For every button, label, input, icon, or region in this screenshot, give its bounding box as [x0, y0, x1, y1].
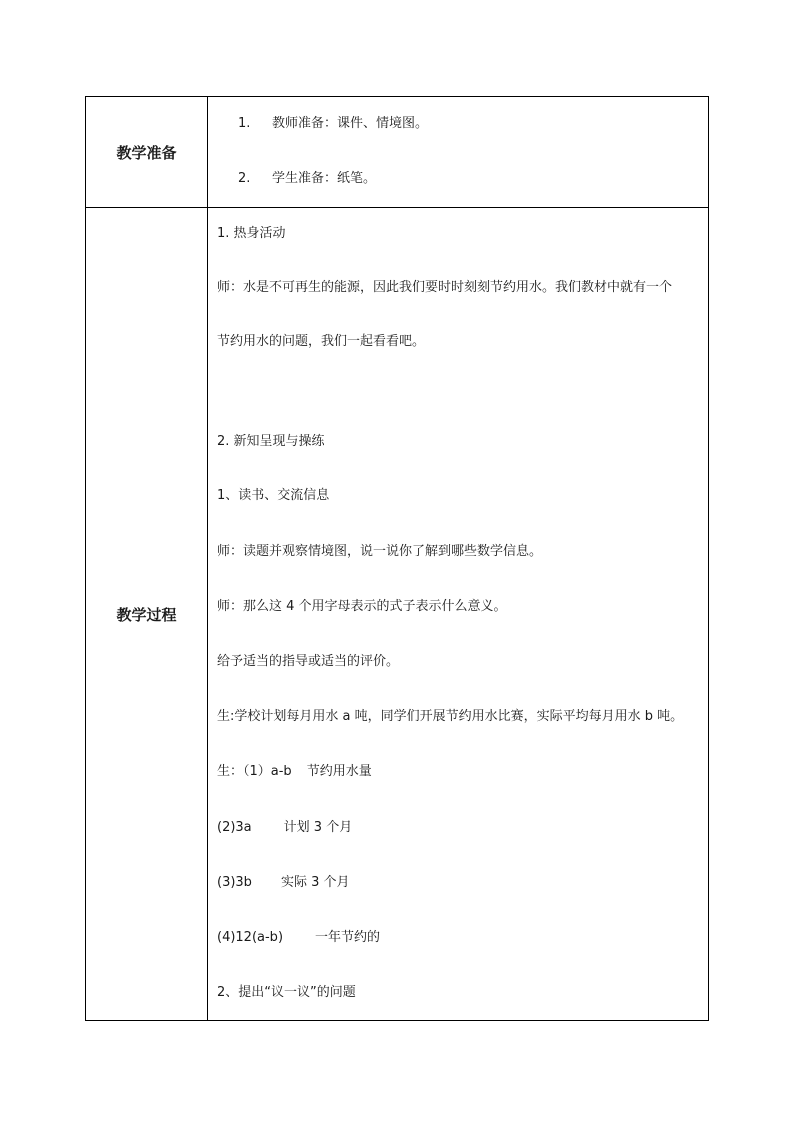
preparation-item: [238, 112, 428, 131]
teaching-process-content: [208, 208, 709, 1021]
meaning: 计划 3 个月: [283, 820, 353, 835]
item-number: 1.: [238, 116, 251, 131]
item-text: 教师准备：课件、情境图。: [272, 116, 429, 131]
teaching-preparation-content: [208, 97, 709, 208]
answer-line: [217, 816, 352, 835]
student-line: 生:学校计划每月用水 a 吨，同学们开展节约用水比赛，实际平均每月用水 b 吨。: [217, 709, 684, 724]
expression: (4)12(a-b): [217, 930, 284, 945]
item-number: 2.: [238, 171, 251, 186]
meaning: 节约用水量: [306, 764, 372, 779]
preparation-list: [208, 97, 708, 207]
student-answer-line: [217, 760, 372, 779]
answer-line: [217, 926, 380, 945]
section-heading-warmup: 1. 热身活动: [217, 226, 286, 241]
process-body: [208, 208, 708, 1020]
lesson-plan-table: [85, 96, 709, 1021]
teacher-line-continued: 节约用水的问题，我们一起看看吧。: [217, 334, 426, 349]
teaching-preparation-row: [86, 97, 709, 208]
teacher-line: 师：水是不可再生的能源，因此我们要时时刻刻节约用水。我们教材中就有一个: [217, 280, 673, 295]
teacher-line: 师：那么这 4 个用字母表示的式子表示什么意义。: [217, 599, 507, 614]
preparation-item: [238, 167, 376, 186]
expression: (2)3a: [217, 820, 252, 835]
answer-line: [217, 871, 349, 890]
instruction-line: 给予适当的指导或适当的评价。: [217, 654, 400, 669]
section-heading-new-knowledge: 2. 新知呈现与操练: [217, 434, 325, 449]
meaning: 一年节约的: [315, 930, 381, 945]
subsection-heading: 1、读书、交流信息: [217, 488, 330, 503]
expression: (3)3b: [217, 875, 252, 890]
teaching-process-row: [86, 208, 709, 1021]
teacher-line: 师：读题并观察情境图，说一说你了解到哪些数学信息。: [217, 544, 543, 559]
subsection-heading: 2、提出“议一议”的问题: [217, 985, 356, 1000]
teaching-preparation-label: 教学准备: [86, 97, 208, 208]
expression: 生：（1）a-b: [217, 764, 292, 779]
meaning: 实际 3 个月: [280, 875, 350, 890]
item-text: 学生准备：纸笔。: [272, 171, 377, 186]
teaching-process-label: 教学过程: [86, 208, 208, 1021]
